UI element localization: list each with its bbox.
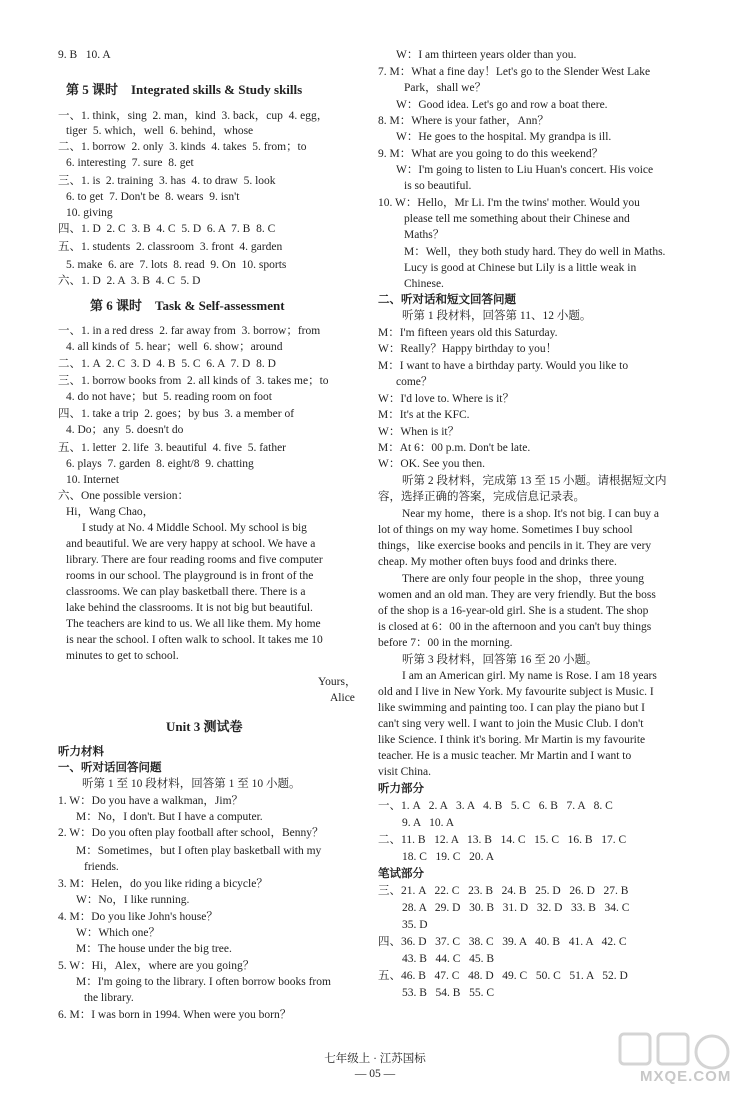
left-line: M：Sometimes，but I often play basketball with my [76,845,322,857]
right-line: 18. C 19. C 20. A [402,851,495,863]
left-line: classrooms. We can play basketball there. There is a [66,586,306,598]
left-line: 4. Do；any 5. doesn't do [66,424,184,436]
right-line: 8. M：Where is your father，Ann？ [378,115,549,127]
page-number: — 05 — [354,1068,396,1080]
right-line: like Science. I think it's boring. Mr Martin is my favourite [378,734,646,746]
right-line: 43. B 44. C 45. B [402,953,495,965]
right-line: W：I'd love to. Where is it？ [378,393,514,405]
left-line: M：I'm going to the library. I often borrow books from [76,976,331,988]
left-line: the library. [84,992,134,1004]
left-line: 9. B 10. A [58,49,111,61]
left-line: The teachers are kind to us. We all like them. My home [66,618,321,630]
right-line: W：He goes to the hospital. My grandpa is ill. [396,131,612,143]
right-line: W：Really？Happy birthday to you！ [378,343,558,355]
right-line: 容，选择正确的答案，完成信息记录表。 [378,491,585,503]
right-line: W：OK. See you then. [378,458,485,470]
left-line: 一、1. in a red dress 2. far away from 3. borrow；from [58,325,321,337]
right-line: 7. M：What a fine day！Let's go to the Slender West Lake [378,66,651,78]
right-line: 听第 3 段材料，回答第 16 至 20 小题。 [402,654,598,666]
right-line: 二、听对话和短文回答问题 [378,294,516,306]
right-line: lot of things on my way home. Sometimes I buy school [378,524,633,536]
left-line: W：No，I like running. [76,894,190,906]
right-line: There are only four people in the shop，three young [402,573,645,585]
left-line: and beautiful. We are very happy at school. We have a [66,538,316,550]
left-line: M：No，I don't. But I have a computer. [76,811,263,823]
left-line: friends. [84,861,119,873]
right-line: come？ [396,376,433,388]
left-line: 10. giving [66,207,113,219]
left-line: 四、1. take a trip 2. goes；by bus 3. a member of [58,408,295,420]
left-line: 6. plays 7. garden 8. eight/8 9. chatting [66,458,254,470]
left-line: 6. interesting 7. sure 8. get [66,157,194,169]
right-line: is so beautiful. [404,180,472,192]
right-line: M：Well，they both study hard. They do well in Maths. [404,246,666,258]
right-line: teacher. He is a music teacher. Mr Martin and I want to [378,750,632,762]
left-line: 三、1. borrow books from 2. all kinds of 3. takes me；to [58,375,329,387]
left-line: 5. make 6. are 7. lots 8. read 9. On 10. sports [66,259,287,271]
left-line: 五、1. students 2. classroom 3. front 4. garden [58,241,283,253]
left-line: Hi，Wang Chao， [66,506,155,518]
left-line: 4. do not have；but 5. reading room on foot [66,391,273,403]
right-line: before 7：00 in the morning. [378,637,513,649]
left-line: 四、1. D 2. C 3. B 4. C 5. D 6. A 7. B 8. C [58,223,276,235]
right-line: Lucy is good at Chinese but Lily is a little weak in [404,262,637,274]
right-line: like swimming and painting too. I can play the piano but I [378,702,646,714]
right-line: 四、36. D 37. C 38. C 39. A 40. B 41. A 42. C [378,936,627,948]
right-line: can't sing very well. I want to join the Music Club. I don't [378,718,644,730]
right-line: is closed at 6：00 in the afternoon and you can't buy things [378,621,652,633]
left-line: rooms in our school. The playground is in front of the [66,570,314,582]
left-line: W：Which one？ [76,927,160,939]
right-line: Park，shall we？ [404,82,487,94]
left-line: 二、1. borrow 2. only 3. kinds 4. takes 5. from；to [58,141,307,153]
left-line: 第 6 课时 Task & Self-assessment [90,298,285,313]
left-line: Alice [330,692,355,704]
right-line: 二、11. B 12. A 13. B 14. C 15. C 16. B 17. C [378,834,627,846]
right-line: 五、46. B 47. C 48. D 49. C 50. C 51. A 52. D [378,970,628,982]
right-line: 一、1. A 2. A 3. A 4. B 5. C 6. B 7. A 8. C [378,800,613,812]
left-line: 4. all kinds of 5. hear；well 6. show；around [66,341,283,353]
left-line: library. There are four reading rooms and five computer [66,554,323,566]
left-line: 6. M：I was born in 1994. When were you born？ [58,1009,292,1021]
right-line: 听第 1 段材料，回答第 11、12 小题。 [402,310,592,322]
footer-grade-label: 七年级上 · 江苏国标 [324,1053,426,1065]
left-line: I study at No. 4 Middle School. My school is big [82,522,307,534]
right-line: W：I'm going to listen to Liu Huan's concert. His voice [396,164,654,176]
right-line: 35. D [402,919,428,931]
left-line: 1. W：Do you have a walkman，Jim？ [58,795,244,807]
left-line: 五、1. letter 2. life 3. beautiful 4. five 5. father [58,442,287,454]
right-line: cheap. My mother often buys food and drinks there. [378,556,617,568]
left-line: 三、1. is 2. training 3. has 4. to draw 5. look [58,175,276,187]
left-line: Yours， [318,676,357,688]
left-line: Unit 3 测试卷 [166,719,243,734]
right-line: Near my home，there is a shop. It's not big. I can buy a [402,508,659,520]
right-line: M：At 6：00 p.m. Don't be late. [378,442,531,454]
right-line: Maths？ [404,229,445,241]
right-line: 10. W：Hello，Mr Li. I'm the twins' mother. Would you [378,197,640,209]
right-line: 9. M：What are you going to do this weekend？ [378,148,604,160]
right-line: 28. A 29. D 30. B 31. D 32. D 33. B 34. C [402,902,630,914]
right-line: W：Good idea. Let's go and row a boat there. [396,99,608,111]
right-line: of the shop is a 16-year-old girl. She is a student. The shop [378,605,649,617]
right-line: 笔试部分 [378,868,424,880]
left-line: 6. to get 7. Don't be 8. wears 9. isn't [66,191,240,203]
left-line: 六、One possible version： [58,490,189,502]
right-line: 听力部分 [378,783,424,795]
right-line: I am an American girl. My name is Rose. I am 18 years [402,670,657,682]
left-line: 3. M：Helen，do you like riding a bicycle？ [58,878,268,890]
left-line: 2. W：Do you often play football after school，Benny？ [58,827,324,839]
right-line: please tell me something about their Chinese and [404,213,630,225]
right-line: 听第 2 段材料，完成第 13 至 15 小题。请根据短文内 [402,475,667,487]
left-line: 听第 1 至 10 段材料，回答第 1 至 10 小题。 [82,778,301,790]
left-line: 10. Internet [66,474,120,486]
right-line: W：When is it？ [378,426,460,438]
left-line: 第 5 课时 Integrated skills & Study skills [66,82,303,97]
left-line: M：The house under the big tree. [76,943,232,955]
watermark-text: MXQE.COM [640,1068,732,1085]
right-line: 53. B 54. B 55. C [402,987,495,999]
left-line: 一、1. think，sing 2. man，kind 3. back，cup 4. egg， [58,110,329,122]
right-line: M：It's at the KFC. [378,409,470,421]
left-line: 二、1. A 2. C 3. D 4. B 5. C 6. A 7. D 8. D [58,358,276,370]
right-line: women and an old man. They are very friendly. But the boss [378,589,656,601]
left-line: 六、1. D 2. A 3. B 4. C 5. D [58,275,201,287]
right-line: M：I'm fifteen years old this Saturday. [378,327,558,339]
left-line: tiger 5. which，well 6. behind，whose [66,125,254,137]
left-line: 听力材料 [58,746,104,758]
left-line: 5. W：Hi，Alex，where are you going？ [58,960,255,972]
left-line: 4. M：Do you like John's house？ [58,911,218,923]
right-line: things，like exercise books and pencils in it. They are very [378,540,652,552]
left-line: is near the school. I often walk to school. It takes me 10 [66,634,323,646]
right-line: M：I want to have a birthday party. Would you like to [378,360,629,372]
right-line: Chinese. [404,278,444,290]
left-line: minutes to get to school. [66,650,179,662]
left-line: 一、听对话回答问题 [58,762,162,774]
right-line: 三、21. A 22. C 23. B 24. B 25. D 26. D 27. B [378,885,629,897]
right-line: old and I live in New York. My favourite subject is Music. I [378,686,654,698]
right-line: 9. A 10. A [402,817,455,829]
left-line: lake behind the classrooms. It is not big but beautiful. [66,602,313,614]
right-line: visit China. [378,766,432,778]
right-line: W：I am thirteen years older than you. [396,49,577,61]
